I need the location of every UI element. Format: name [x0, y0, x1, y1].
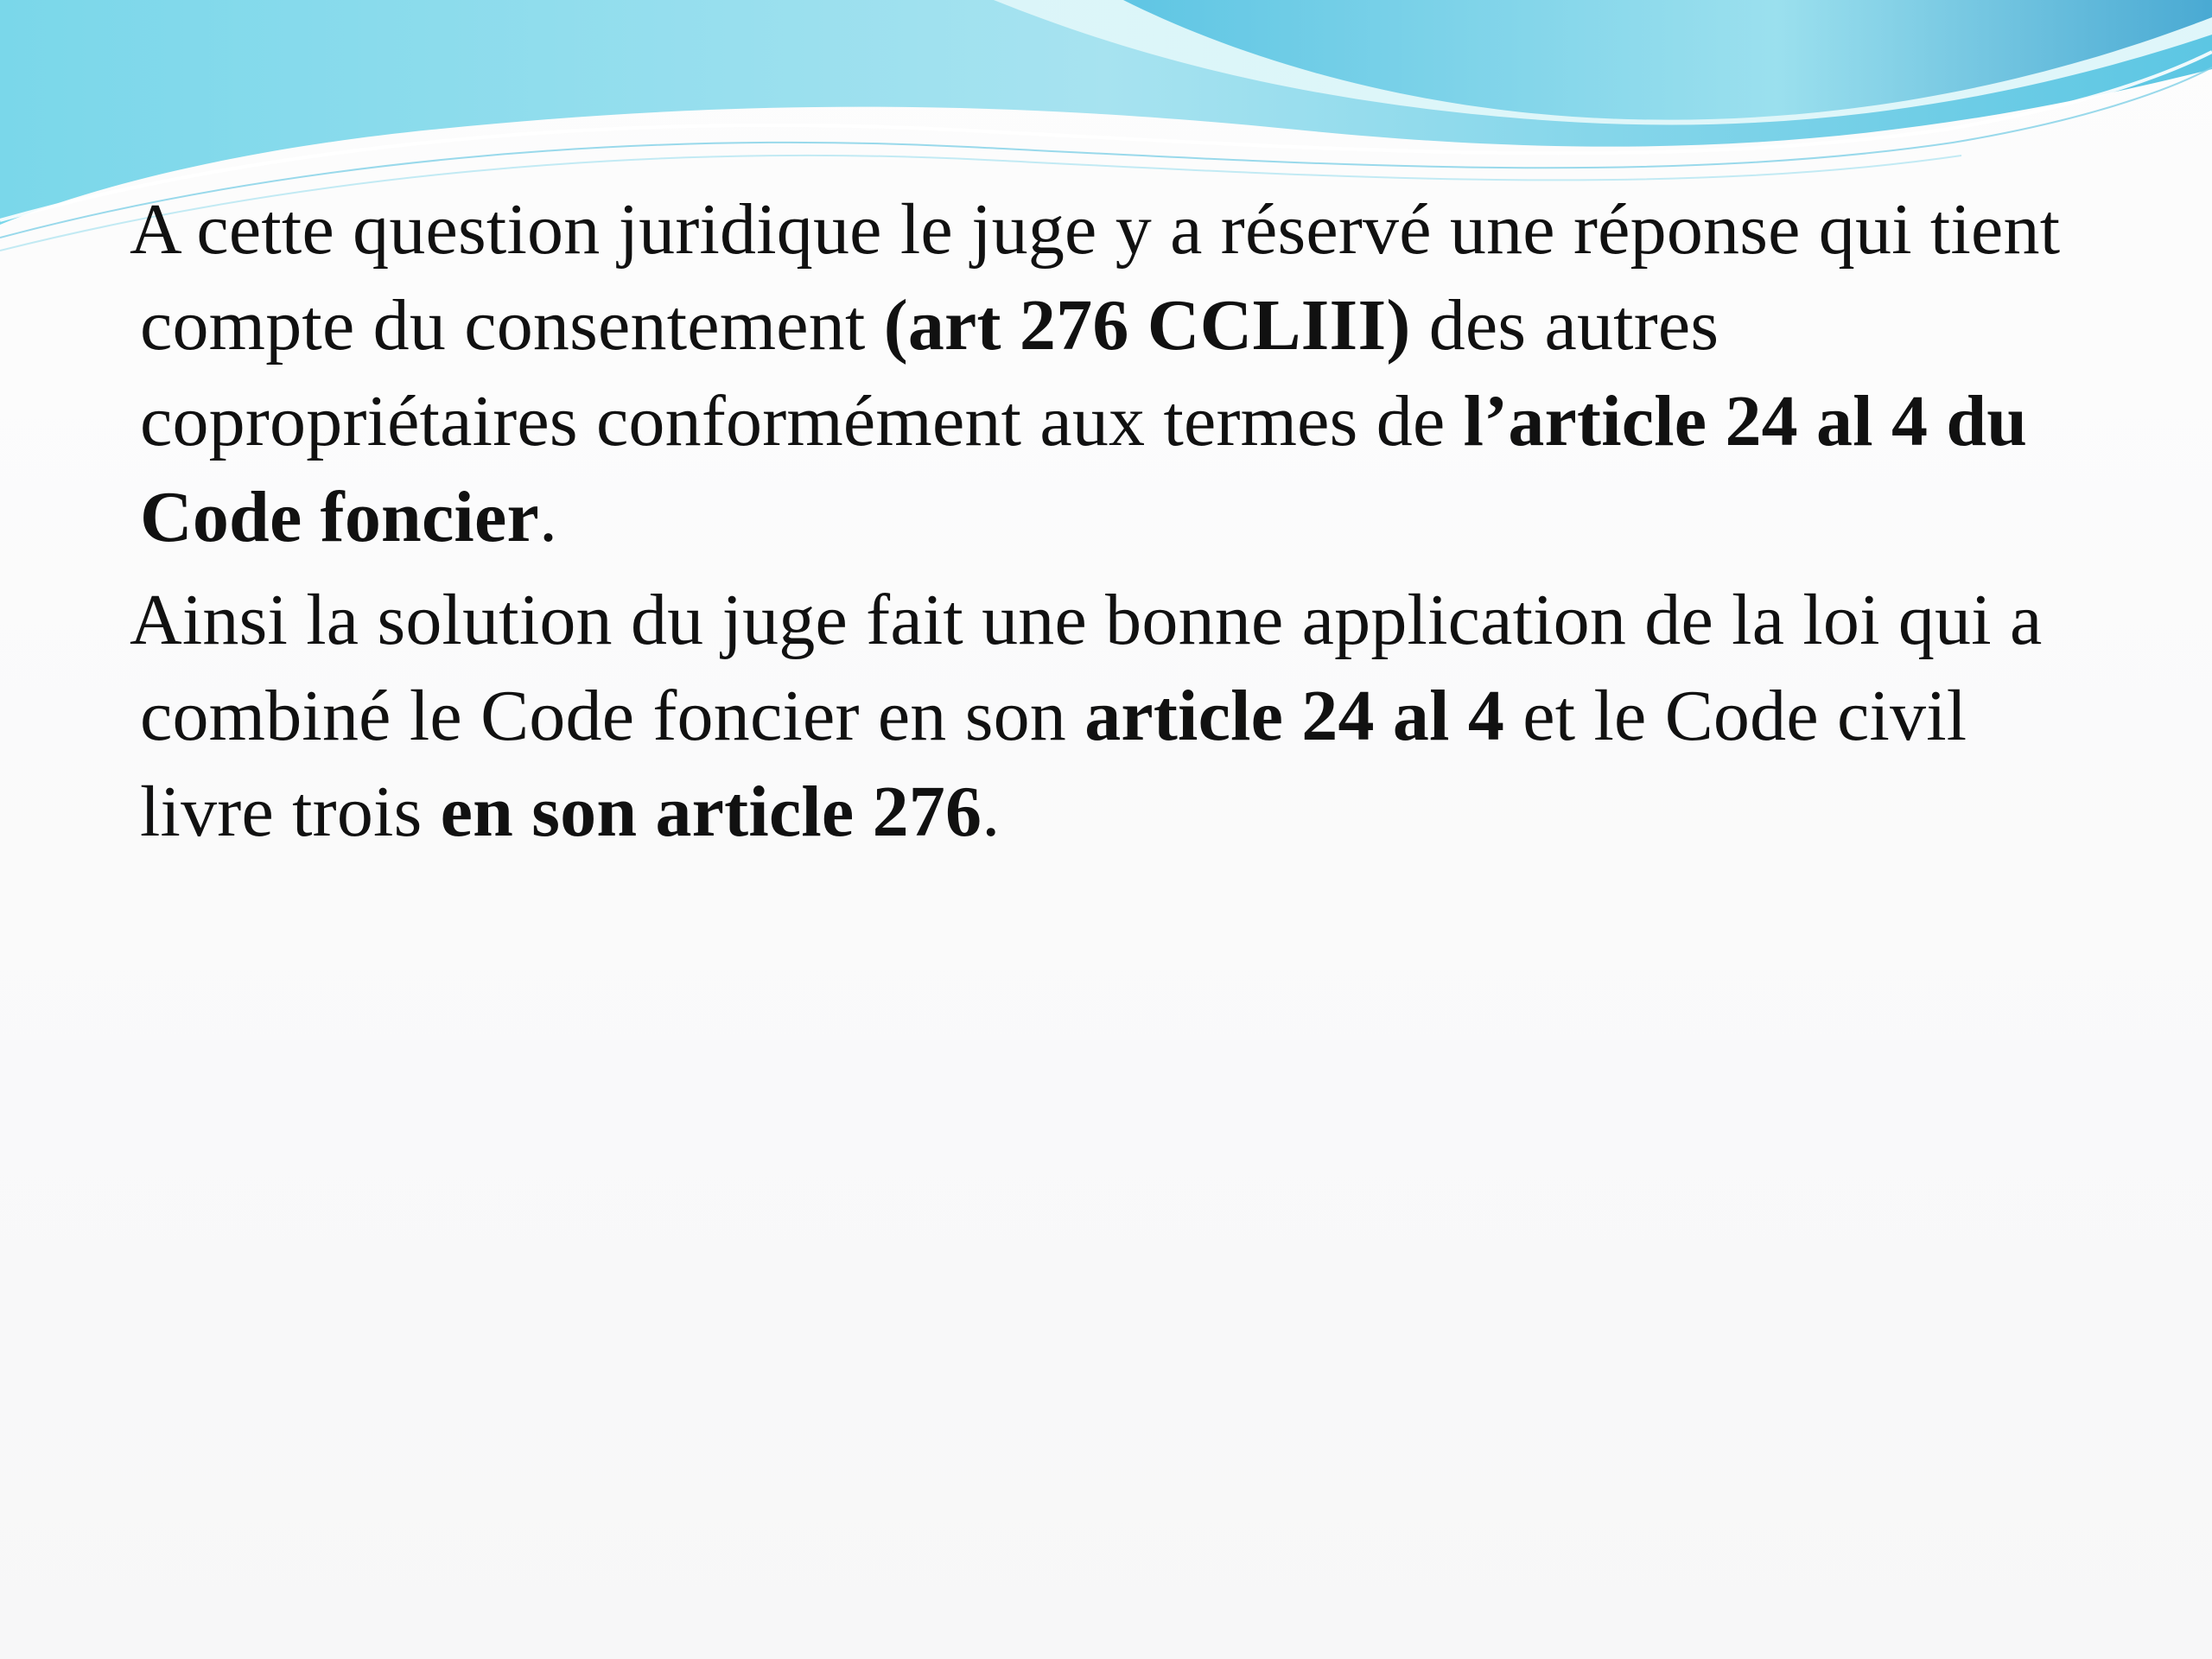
paragraph-1	[130, 181, 2117, 565]
paragraph-2-bold-ref-article-276: en son article 276	[440, 772, 982, 852]
paragraph-1-text: A cette question juridique le juge y a réservé une réponse qui tient compte du consentement	[130, 189, 2061, 365]
paragraph-2-period: .	[982, 772, 1001, 852]
paragraph-2-bold-ref-article-24: article 24 al 4	[1084, 676, 1505, 756]
paragraph-2-text: Ainsi la solution du juge fait une bonne application de la loi qui a combiné le Code foncier en son	[130, 580, 2043, 756]
paragraph-1-text: des autres copropriétaires conformément aux termes de	[140, 285, 1719, 461]
paragraph-1-bold-ref-art-276: (art 276 CCLIII)	[883, 285, 1411, 365]
paragraph-2	[130, 572, 2117, 860]
slide-body	[130, 181, 2117, 867]
paragraph-1-period: .	[538, 477, 558, 557]
paragraph-1-bold-ref-code-foncier: l’article 24 al 4 du Code foncier	[140, 381, 2028, 557]
paragraph-2-text: et le Code civil livre trois	[140, 676, 1967, 852]
